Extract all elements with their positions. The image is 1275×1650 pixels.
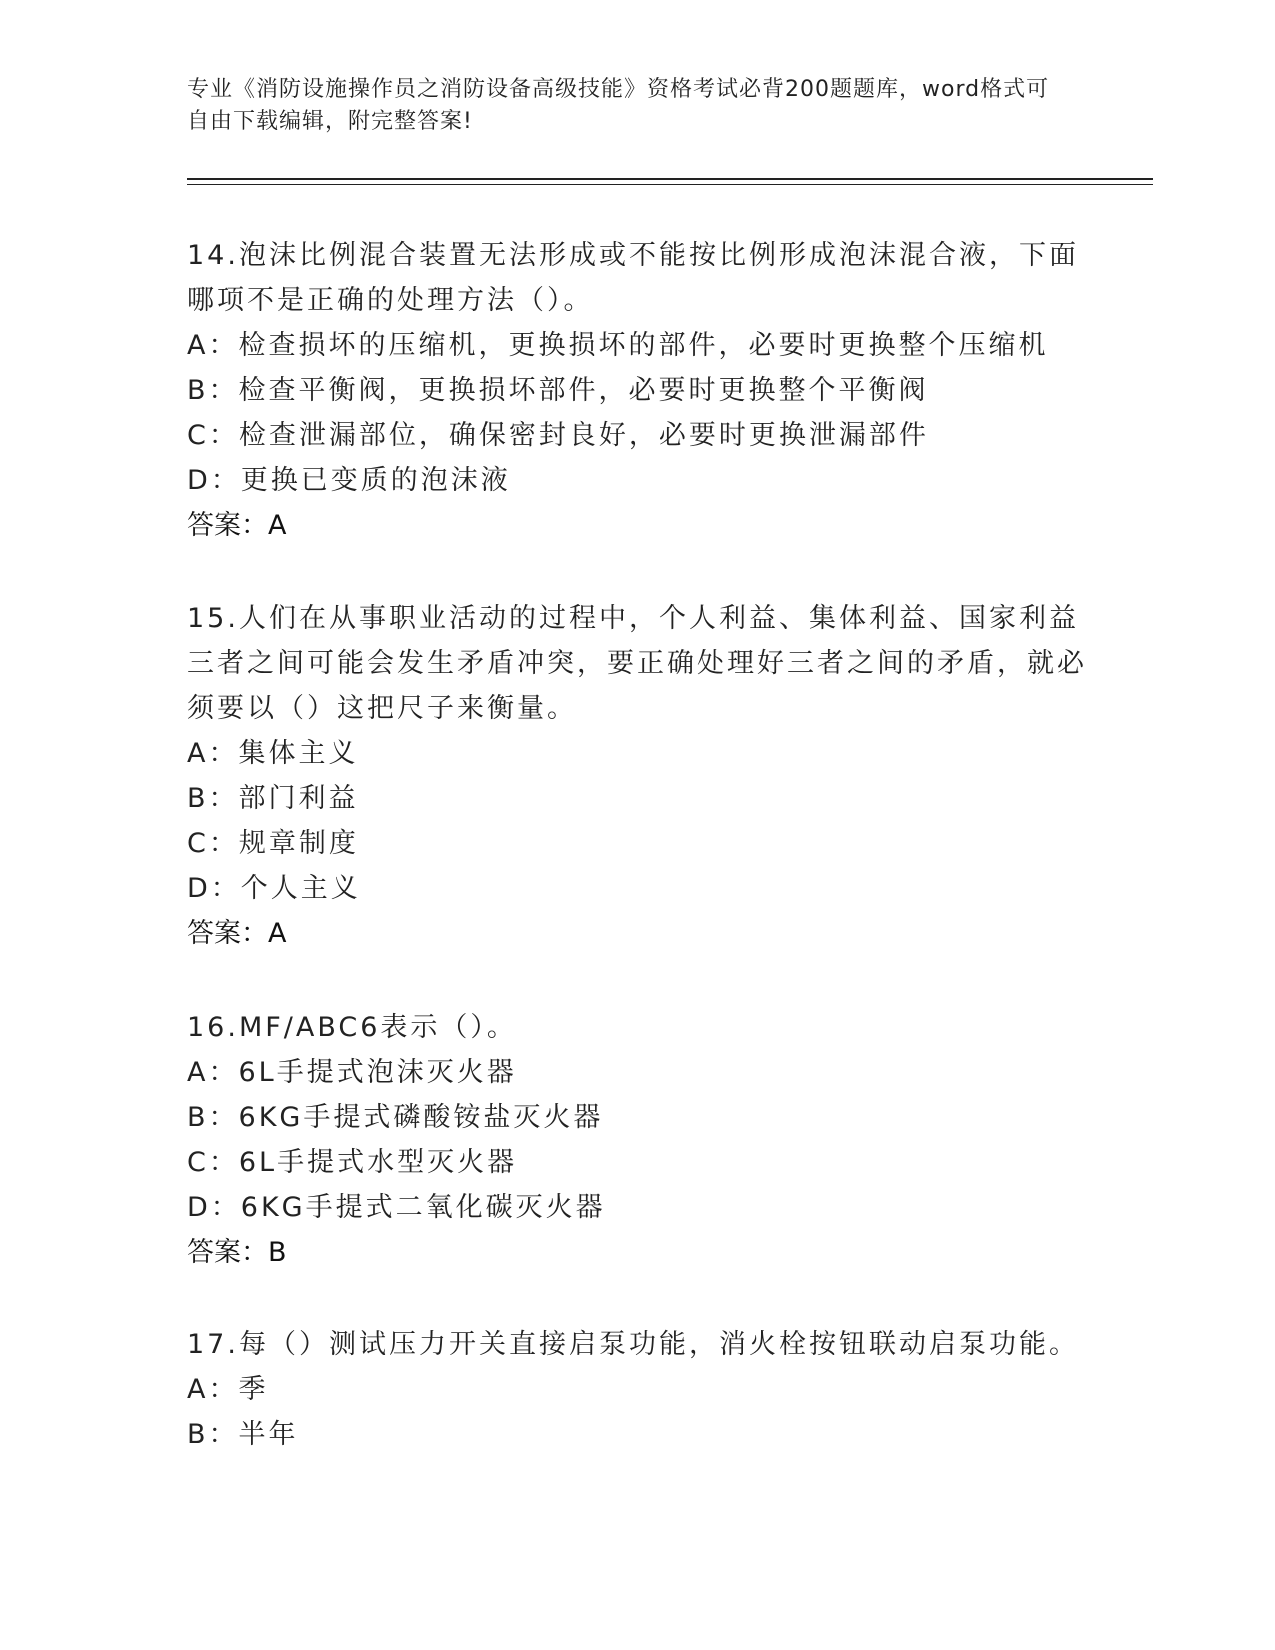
- header-divider: [187, 178, 1153, 180]
- question-15: [187, 596, 1087, 956]
- option-b: B：6KG手提式磷酸铵盐灭火器: [187, 1102, 604, 1133]
- option-a: A：6L手提式泡沫灭火器: [187, 1057, 517, 1088]
- answer: 答案：A: [187, 510, 287, 541]
- question-stem: 14.泡沫比例混合装置无法形成或不能按比例形成泡沫混合液，下面哪项不是正确的处理方法（）。: [187, 240, 1079, 316]
- question-stem: 17.每（）测试压力开关直接启泵功能，消火栓按钮联动启泵功能。: [187, 1329, 1079, 1360]
- question-16: [187, 1005, 1087, 1275]
- option-c: C：6L手提式水型灭火器: [187, 1147, 518, 1178]
- answer: 答案：A: [187, 918, 287, 949]
- option-c: C：规章制度: [187, 828, 359, 859]
- question-14: [187, 233, 1087, 548]
- option-d: D：6KG手提式二氧化碳灭火器: [187, 1192, 606, 1223]
- option-a: A：集体主义: [187, 738, 359, 769]
- option-a: A：季: [187, 1374, 269, 1405]
- question-stem: 15.人们在从事职业活动的过程中，个人利益、集体利益、国家利益三者之间可能会发生矛盾冲突，要正确处理好三者之间的矛盾，就必须要以（）这把尺子来衡量。: [187, 603, 1087, 724]
- option-b: B：部门利益: [187, 783, 359, 814]
- header-title: 专业《消防设施操作员之消防设备高级技能》资格考试必背200题题库，word格式可自由下载编辑，附完整答案!: [187, 77, 1050, 134]
- document-header: [187, 74, 1067, 138]
- answer: 答案：B: [187, 1237, 287, 1268]
- option-d: D：个人主义: [187, 873, 361, 904]
- question-17: [187, 1322, 1087, 1457]
- question-stem: 16.MF/ABC6表示（）。: [187, 1012, 517, 1043]
- option-b: B：半年: [187, 1419, 299, 1450]
- header-divider-thin: [187, 184, 1153, 185]
- option-a: A：检查损坏的压缩机，更换损坏的部件，必要时更换整个压缩机: [187, 330, 1049, 361]
- option-b: B：检查平衡阀，更换损坏部件，必要时更换整个平衡阀: [187, 375, 929, 406]
- option-d: D：更换已变质的泡沫液: [187, 465, 511, 496]
- option-c: C：检查泄漏部位，确保密封良好，必要时更换泄漏部件: [187, 420, 929, 451]
